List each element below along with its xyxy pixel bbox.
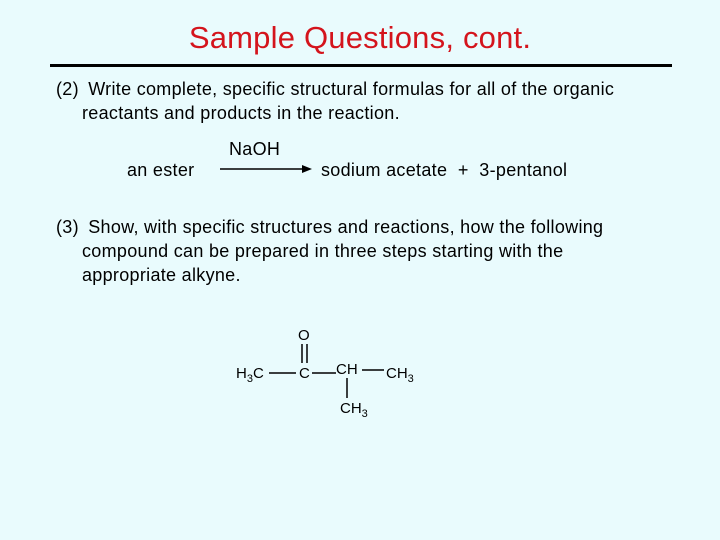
carbonyl-carbon: C — [299, 365, 310, 382]
question-2-number: (2) — [56, 79, 79, 99]
oxygen-atom: O — [298, 327, 310, 344]
title-divider — [50, 64, 672, 67]
methyl-right: $CH_3$ — [386, 365, 414, 385]
question-2-text-2: reactants and products in the reaction. — [82, 103, 400, 123]
question-3-number: (3) — [56, 217, 79, 237]
methyl-left: $H_3C$ — [236, 365, 264, 385]
structural-formula — [232, 322, 432, 422]
ch-group: CH — [336, 361, 358, 378]
reaction-arrow — [220, 164, 312, 174]
reaction-products: sodium acetate + 3-pentanol — [321, 160, 568, 180]
question-3-text-2: compound can be prepared in three steps starting with the — [82, 241, 564, 261]
question-2 — [56, 77, 686, 125]
slide-title: Sample Questions, cont. — [188, 20, 532, 55]
question-3-text-3: appropriate alkyne. — [82, 265, 241, 285]
reaction-reagent: NaOH — [229, 139, 281, 159]
question-2-line-1 — [56, 77, 686, 101]
question-3-text-1: Show, with specific structures and reactions, how the following — [88, 217, 604, 237]
reaction-reactant: an ester — [127, 160, 195, 180]
question-2-text-1: Write complete, specific structural formulas for all of the organic — [88, 79, 615, 99]
methyl-branch: $CH_3$ — [340, 400, 368, 420]
question-3 — [56, 215, 686, 287]
question-3-line-1 — [56, 215, 686, 239]
